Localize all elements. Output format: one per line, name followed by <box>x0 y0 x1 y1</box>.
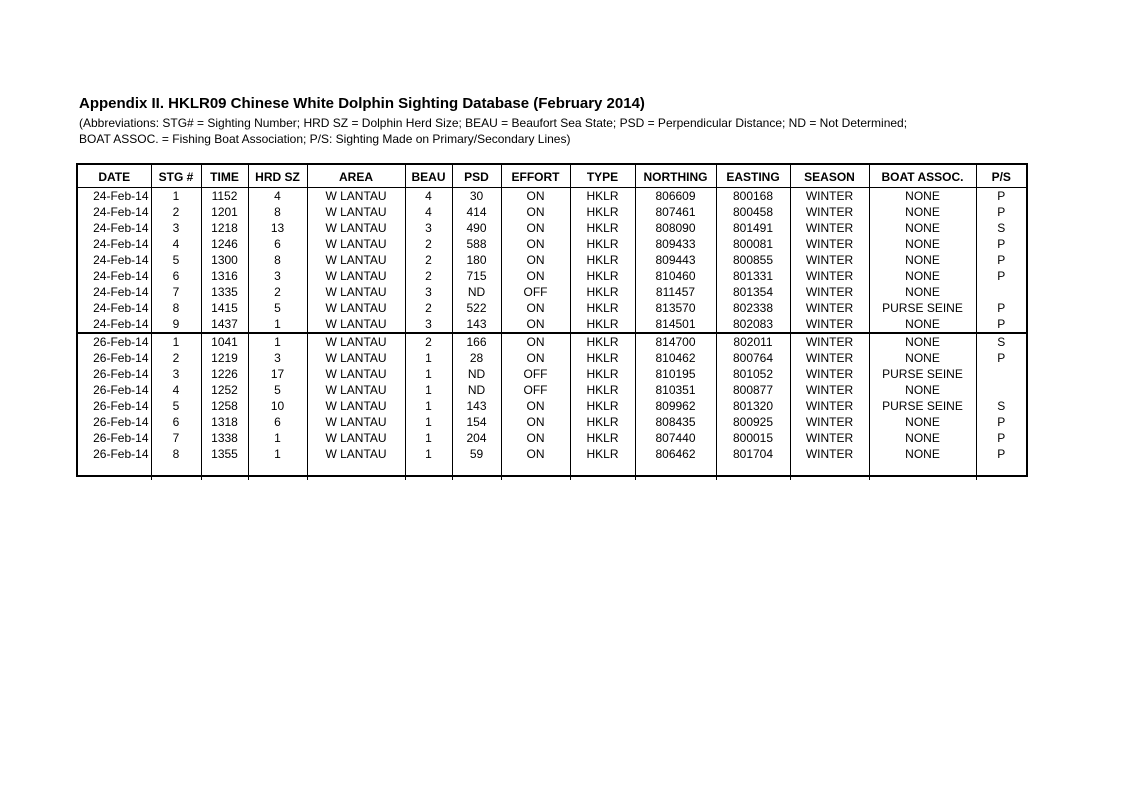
table-cell <box>452 462 501 480</box>
table-cell: HKLR <box>570 350 635 366</box>
table-cell: 59 <box>452 446 501 462</box>
table-cell: NONE <box>869 446 976 462</box>
table-cell: 1 <box>248 446 307 462</box>
table-cell: 143 <box>452 316 501 333</box>
table-cell: 24-Feb-14 <box>93 236 149 251</box>
table-cell: WINTER <box>790 284 869 300</box>
table-cell: 810462 <box>635 350 716 366</box>
table-cell: 1 <box>151 333 201 350</box>
table-row <box>78 414 1026 430</box>
table-cell: 1335 <box>201 284 248 300</box>
table-cell: HKLR <box>570 398 635 414</box>
table-row <box>78 398 1026 414</box>
table-cell: 801320 <box>716 398 790 414</box>
table-cell: P <box>976 188 1026 205</box>
table-cell: 2 <box>405 300 452 316</box>
table-cell: WINTER <box>790 316 869 333</box>
table-cell: P <box>976 350 1026 366</box>
abbreviations-line-1: (Abbreviations: STG# = Sighting Number; HRD SZ = Dolphin Herd Size; BEAU = Beaufort Sea State; PSD = Perpendicular Distance; ND = Not Determined; <box>79 116 908 130</box>
table-cell: WINTER <box>790 430 869 446</box>
table-cell: HKLR <box>570 268 635 284</box>
table-cell: 8 <box>248 204 307 220</box>
table-cell: 522 <box>452 300 501 316</box>
table-cell: P <box>976 268 1026 284</box>
column-header: EFFORT <box>501 165 570 188</box>
table-cell: HKLR <box>570 284 635 300</box>
table-cell: 1 <box>248 430 307 446</box>
table-cell: WINTER <box>790 252 869 268</box>
table-cell: 1355 <box>201 446 248 462</box>
table-cell: 800877 <box>716 382 790 398</box>
table-cell: OFF <box>501 284 570 300</box>
table-cell: 6 <box>151 268 201 284</box>
table-cell: NONE <box>869 188 976 205</box>
table-cell: 809433 <box>635 236 716 252</box>
table-cell: 7 <box>151 430 201 446</box>
table-cell: 204 <box>452 430 501 446</box>
table-cell: W LANTAU <box>307 188 405 205</box>
table-cell: 1041 <box>201 333 248 350</box>
table-cell: 17 <box>248 366 307 382</box>
table-cell <box>790 462 869 480</box>
table-cell: 26-Feb-14 <box>93 430 149 445</box>
table-cell: 2 <box>405 252 452 268</box>
table-cell: 811457 <box>635 284 716 300</box>
table-cell: 143 <box>452 398 501 414</box>
table-cell: 1252 <box>201 382 248 398</box>
table-cell: 10 <box>248 398 307 414</box>
table-cell: 800925 <box>716 414 790 430</box>
table-cell: ND <box>452 366 501 382</box>
table-header-row <box>78 165 1026 188</box>
table-cell: 26-Feb-14 <box>93 382 149 397</box>
table-cell: 26-Feb-14 <box>78 333 151 350</box>
table-cell: 3 <box>248 350 307 366</box>
table-cell: 1 <box>405 414 452 430</box>
table-cell: 4 <box>151 382 201 398</box>
table-cell: ON <box>501 252 570 268</box>
table-cell: NONE <box>869 430 976 446</box>
column-header: EASTING <box>716 165 790 188</box>
table-cell: 26-Feb-14 <box>93 350 149 365</box>
table-cell: W LANTAU <box>307 430 405 446</box>
table-cell: 3 <box>405 284 452 300</box>
table-row <box>78 236 1026 252</box>
table-cell: NONE <box>869 268 976 284</box>
table-cell: 588 <box>452 236 501 252</box>
table-cell: 1152 <box>201 188 248 205</box>
table-cell: NONE <box>869 204 976 220</box>
table-cell: WINTER <box>790 300 869 316</box>
table-cell <box>716 462 790 480</box>
column-header: DATE <box>78 165 151 188</box>
table-cell: WINTER <box>790 188 869 205</box>
table-cell: OFF <box>501 382 570 398</box>
table-cell: HKLR <box>570 382 635 398</box>
table-cell: 8 <box>248 252 307 268</box>
table-cell: P <box>976 204 1026 220</box>
table-row <box>78 220 1026 236</box>
table-cell: ON <box>501 220 570 236</box>
table-cell: 24-Feb-14 <box>93 188 149 203</box>
table-cell: HKLR <box>570 414 635 430</box>
table-cell: 806609 <box>635 188 716 205</box>
table-cell: ND <box>452 284 501 300</box>
table-row <box>78 284 1026 300</box>
table-row <box>78 382 1026 398</box>
table-cell: WINTER <box>790 204 869 220</box>
table-cell <box>201 462 248 480</box>
table-cell: 802083 <box>716 316 790 333</box>
table-cell: W LANTAU <box>307 398 405 414</box>
table-cell: WINTER <box>790 446 869 462</box>
table-cell: S <box>976 398 1026 414</box>
table-cell: NONE <box>869 316 976 333</box>
table-cell: 4 <box>405 188 452 205</box>
table-cell: 166 <box>452 333 501 350</box>
table-cell: 810195 <box>635 366 716 382</box>
table-cell: NONE <box>869 333 976 350</box>
table-cell: PURSE SEINE <box>869 300 976 316</box>
table-row <box>78 430 1026 446</box>
table-cell: 801704 <box>716 446 790 462</box>
table-cell: W LANTAU <box>307 366 405 382</box>
table-cell: W LANTAU <box>307 220 405 236</box>
column-header: SEASON <box>790 165 869 188</box>
table-cell: 26-Feb-14 <box>93 398 149 413</box>
table-cell: 1318 <box>201 414 248 430</box>
table-cell: HKLR <box>570 316 635 333</box>
table-cell: 800168 <box>716 188 790 205</box>
table-cell: 2 <box>151 204 201 220</box>
table-cell: 414 <box>452 204 501 220</box>
table-cell: 24-Feb-14 <box>93 268 149 283</box>
table-cell: HKLR <box>570 430 635 446</box>
table-cell: 1316 <box>201 268 248 284</box>
table-cell: 800764 <box>716 350 790 366</box>
column-header: TYPE <box>570 165 635 188</box>
table-cell: W LANTAU <box>307 333 405 350</box>
table-cell <box>976 462 1026 480</box>
table-cell: 4 <box>405 204 452 220</box>
table-cell: 1 <box>405 398 452 414</box>
table-cell <box>976 284 1026 300</box>
table-cell: 809962 <box>635 398 716 414</box>
table-cell: 807440 <box>635 430 716 446</box>
table-cell: 808435 <box>635 414 716 430</box>
table-cell: WINTER <box>790 333 869 350</box>
table-row <box>78 446 1026 462</box>
table-cell: P <box>976 252 1026 268</box>
table-cell: 24-Feb-14 <box>93 252 149 267</box>
table-cell: 2 <box>248 284 307 300</box>
table-cell: ON <box>501 236 570 252</box>
table-cell: ON <box>501 300 570 316</box>
table-cell: W LANTAU <box>307 204 405 220</box>
table-cell: W LANTAU <box>307 382 405 398</box>
table-cell: 1201 <box>201 204 248 220</box>
table-cell <box>976 382 1026 398</box>
table-cell <box>151 462 201 480</box>
table-row <box>78 204 1026 220</box>
column-header: P/S <box>976 165 1026 188</box>
table-cell: W LANTAU <box>307 252 405 268</box>
table-cell: 1437 <box>201 316 248 333</box>
table-cell: 814501 <box>635 316 716 333</box>
table-cell: W LANTAU <box>307 350 405 366</box>
table-cell: 806462 <box>635 446 716 462</box>
table-cell: 807461 <box>635 204 716 220</box>
column-header: AREA <box>307 165 405 188</box>
table-cell: ON <box>501 268 570 284</box>
table-cell: NONE <box>869 252 976 268</box>
table-cell: 801331 <box>716 268 790 284</box>
table-cell: W LANTAU <box>307 414 405 430</box>
table-cell: OFF <box>501 366 570 382</box>
table-cell <box>869 462 976 480</box>
abbreviations-line-2: BOAT ASSOC. = Fishing Boat Association; P/S: Sighting Made on Primary/Secondary Lines) <box>79 132 571 146</box>
sighting-table-frame <box>76 163 1028 477</box>
table-cell: 1415 <box>201 300 248 316</box>
table-cell: 30 <box>452 188 501 205</box>
table-cell: W LANTAU <box>307 284 405 300</box>
table-cell: 26-Feb-14 <box>93 446 149 461</box>
table-row <box>78 252 1026 268</box>
table-cell: 3 <box>248 268 307 284</box>
table-cell: 5 <box>248 382 307 398</box>
table-cell: PURSE SEINE <box>869 366 976 382</box>
table-cell: HKLR <box>570 236 635 252</box>
table-cell: 24-Feb-14 <box>93 284 149 299</box>
table-cell: ON <box>501 350 570 366</box>
table-cell: HKLR <box>570 446 635 462</box>
column-header: NORTHING <box>635 165 716 188</box>
table-cell <box>570 462 635 480</box>
table-cell <box>976 366 1026 382</box>
table-cell: HKLR <box>570 366 635 382</box>
table-cell: 2 <box>405 333 452 350</box>
table-cell: P <box>976 430 1026 446</box>
table-cell: 809443 <box>635 252 716 268</box>
table-row <box>78 188 1026 205</box>
table-cell: ON <box>501 316 570 333</box>
table-cell: 4 <box>151 236 201 252</box>
table-cell: NONE <box>869 350 976 366</box>
table-cell: 1 <box>151 188 201 205</box>
table-cell: 8 <box>151 300 201 316</box>
table-cell: 6 <box>248 414 307 430</box>
table-cell: P <box>976 300 1026 316</box>
table-cell <box>405 462 452 480</box>
table-cell: 28 <box>452 350 501 366</box>
table-cell: 1258 <box>201 398 248 414</box>
table-cell: 808090 <box>635 220 716 236</box>
table-cell: WINTER <box>790 268 869 284</box>
table-cell: 24-Feb-14 <box>93 220 149 235</box>
table-cell: ND <box>452 382 501 398</box>
table-cell: W LANTAU <box>307 446 405 462</box>
table-cell: 5 <box>248 300 307 316</box>
table-cell: 800458 <box>716 204 790 220</box>
table-cell: WINTER <box>790 382 869 398</box>
table-cell: HKLR <box>570 252 635 268</box>
table-spacer-row <box>78 462 1026 480</box>
table-cell: 1 <box>405 430 452 446</box>
page-title: Appendix II. HKLR09 Chinese White Dolphin Sighting Database (February 2014) <box>79 95 645 112</box>
table-cell: P <box>976 236 1026 252</box>
table-cell: S <box>976 220 1026 236</box>
table-cell: 24-Feb-14 <box>93 204 149 219</box>
table-cell: 1246 <box>201 236 248 252</box>
table-cell: 1300 <box>201 252 248 268</box>
table-row <box>78 300 1026 316</box>
table-cell: 2 <box>151 350 201 366</box>
table-cell: 800015 <box>716 430 790 446</box>
table-cell: 26-Feb-14 <box>93 414 149 429</box>
table-cell: 801354 <box>716 284 790 300</box>
table-cell: ON <box>501 414 570 430</box>
table-cell: 5 <box>151 398 201 414</box>
table-cell <box>248 462 307 480</box>
table-cell: 1 <box>405 350 452 366</box>
table-cell: 4 <box>248 188 307 205</box>
table-cell: S <box>976 333 1026 350</box>
table-row <box>78 350 1026 366</box>
table-cell: 8 <box>151 446 201 462</box>
table-cell: WINTER <box>790 236 869 252</box>
table-cell: WINTER <box>790 398 869 414</box>
table-cell: 3 <box>405 220 452 236</box>
table-cell: ON <box>501 446 570 462</box>
table-cell: NONE <box>869 414 976 430</box>
column-header: STG # <box>151 165 201 188</box>
table-cell: NONE <box>869 284 976 300</box>
table-cell: 1219 <box>201 350 248 366</box>
table-cell: NONE <box>869 220 976 236</box>
table-cell: HKLR <box>570 220 635 236</box>
column-header: BOAT ASSOC. <box>869 165 976 188</box>
table-cell: 490 <box>452 220 501 236</box>
table-cell: P <box>976 316 1026 333</box>
table-cell: 800081 <box>716 236 790 252</box>
table-cell: P <box>976 414 1026 430</box>
table-cell: P <box>976 446 1026 462</box>
table-cell: 715 <box>452 268 501 284</box>
table-cell: WINTER <box>790 350 869 366</box>
table-cell: 13 <box>248 220 307 236</box>
table-cell <box>78 462 151 480</box>
table-cell: 1 <box>248 316 307 333</box>
table-body <box>78 188 1026 481</box>
table-row <box>78 316 1026 333</box>
column-header: TIME <box>201 165 248 188</box>
table-cell: 6 <box>248 236 307 252</box>
table-cell: WINTER <box>790 220 869 236</box>
table-cell: HKLR <box>570 188 635 205</box>
table-row <box>78 366 1026 382</box>
table-cell: ON <box>501 430 570 446</box>
table-cell: NONE <box>869 236 976 252</box>
table-cell: 802011 <box>716 333 790 350</box>
table-cell: 1 <box>405 446 452 462</box>
table-cell <box>307 462 405 480</box>
table-cell: 180 <box>452 252 501 268</box>
table-cell: 801052 <box>716 366 790 382</box>
table-cell: 801491 <box>716 220 790 236</box>
table-cell: 1218 <box>201 220 248 236</box>
table-cell: WINTER <box>790 414 869 430</box>
table-cell: HKLR <box>570 333 635 350</box>
table-cell: 3 <box>151 220 201 236</box>
table-cell: 1226 <box>201 366 248 382</box>
table-cell <box>635 462 716 480</box>
table-cell: ON <box>501 204 570 220</box>
table-cell: ON <box>501 398 570 414</box>
table-cell: 3 <box>405 316 452 333</box>
table-cell: HKLR <box>570 204 635 220</box>
table-cell: 1 <box>248 333 307 350</box>
table-cell: WINTER <box>790 366 869 382</box>
table-cell: 1 <box>405 382 452 398</box>
table-cell: 24-Feb-14 <box>93 316 149 331</box>
table-cell: 6 <box>151 414 201 430</box>
table-cell: NONE <box>869 382 976 398</box>
table-cell: 802338 <box>716 300 790 316</box>
table-cell: W LANTAU <box>307 300 405 316</box>
table-cell: 5 <box>151 252 201 268</box>
table-cell: ON <box>501 188 570 205</box>
table-cell: W LANTAU <box>307 236 405 252</box>
table-cell: W LANTAU <box>307 316 405 333</box>
table-cell: 813570 <box>635 300 716 316</box>
table-row <box>78 268 1026 284</box>
table-cell: 2 <box>405 236 452 252</box>
table-cell <box>501 462 570 480</box>
table-cell: 1 <box>405 366 452 382</box>
table-cell: ON <box>501 333 570 350</box>
table-cell: 800855 <box>716 252 790 268</box>
table-cell: HKLR <box>570 300 635 316</box>
table-cell: 3 <box>151 366 201 382</box>
table-cell: PURSE SEINE <box>869 398 976 414</box>
table-cell: 1338 <box>201 430 248 446</box>
table-cell: 814700 <box>635 333 716 350</box>
table-row <box>78 333 1026 350</box>
column-header: PSD <box>452 165 501 188</box>
table-cell: 810460 <box>635 268 716 284</box>
sighting-table <box>78 165 1026 480</box>
table-cell: W LANTAU <box>307 268 405 284</box>
table-cell: 810351 <box>635 382 716 398</box>
table-cell: 26-Feb-14 <box>93 366 149 381</box>
table-cell: 7 <box>151 284 201 300</box>
column-header: HRD SZ <box>248 165 307 188</box>
table-cell: 9 <box>151 316 201 333</box>
table-cell: 154 <box>452 414 501 430</box>
column-header: BEAU <box>405 165 452 188</box>
table-cell: 2 <box>405 268 452 284</box>
table-cell: 24-Feb-14 <box>93 300 149 315</box>
